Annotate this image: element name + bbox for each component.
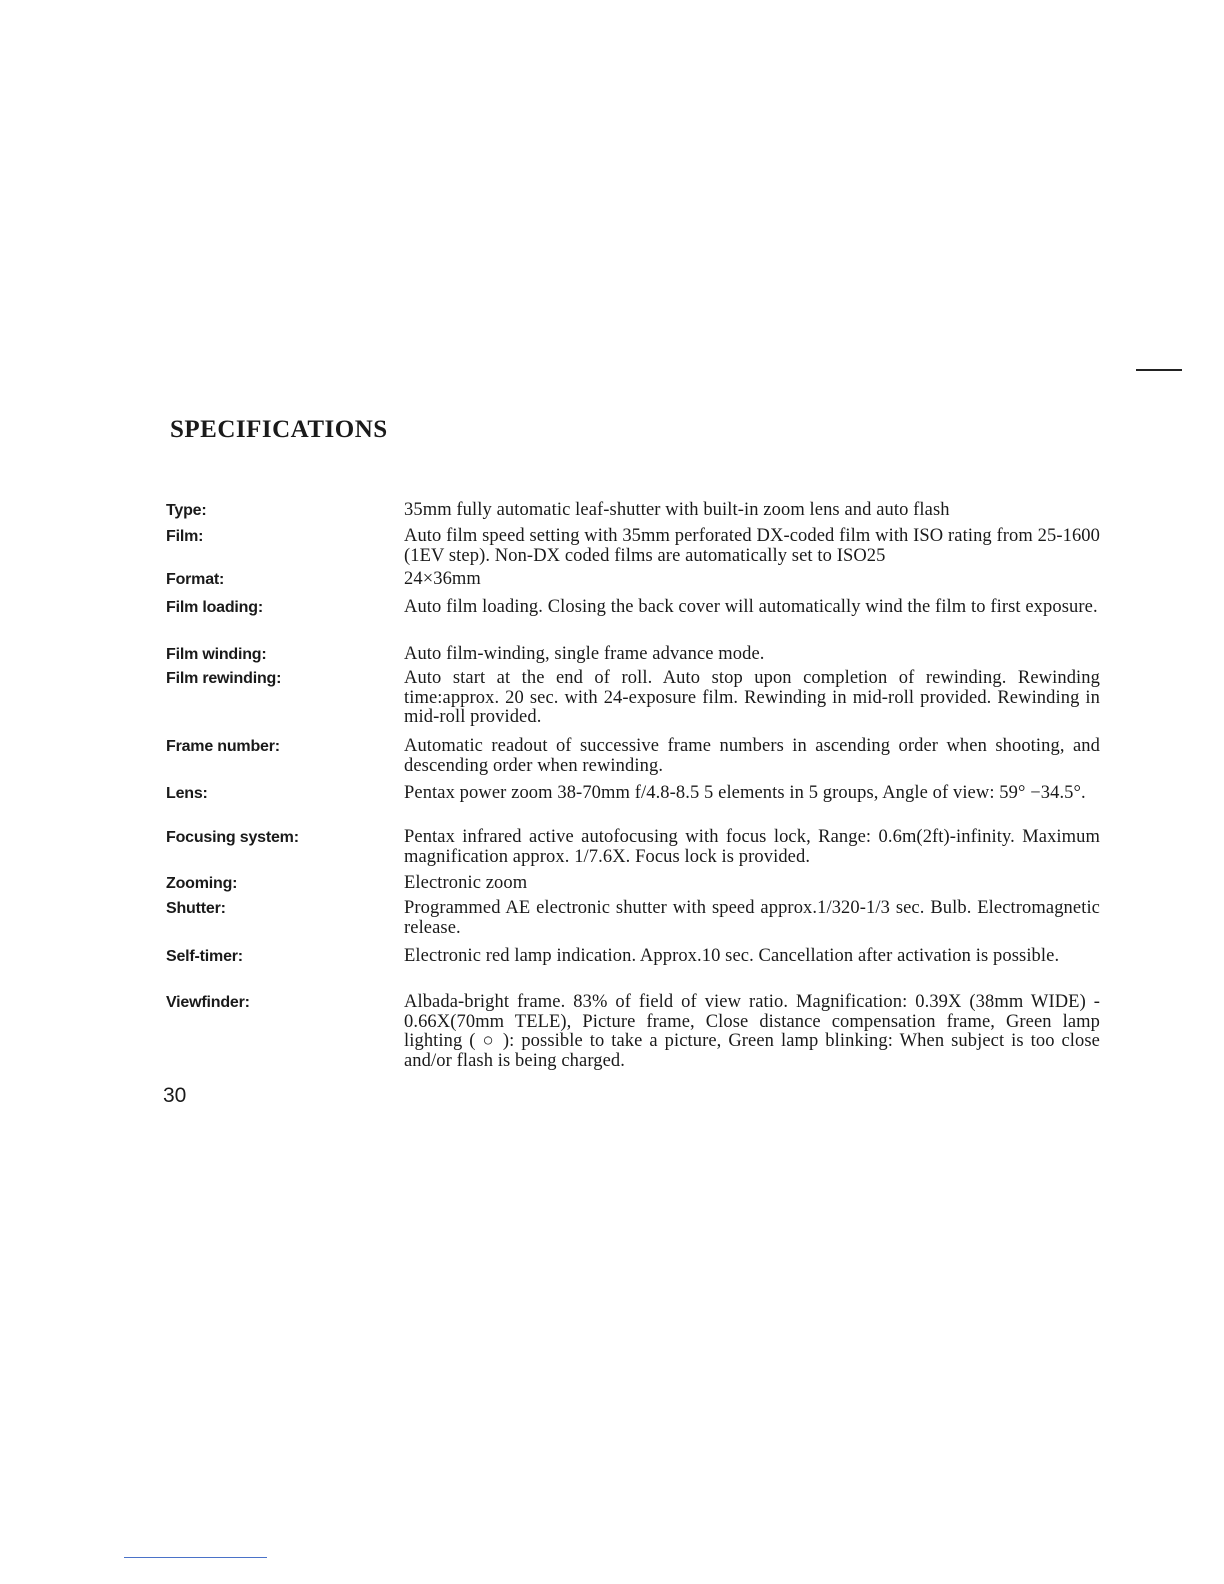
spec-label: Film:	[166, 528, 204, 545]
spec-label: Film rewinding:	[166, 670, 282, 687]
page-number: 30	[163, 1084, 187, 1107]
spec-value: Pentax infrared active autofocusing with focus lock, Range: 0.6m(2ft)-infinity. Maximum magnification approx. 1/7.6X. Focus lock is provided.	[404, 827, 1100, 867]
spec-label: Film winding:	[166, 646, 267, 663]
spec-label: Zooming:	[166, 875, 238, 892]
spec-label: Self-timer:	[166, 948, 243, 965]
spec-value: Auto film loading. Closing the back cover will automatically wind the film to first exposure.	[404, 597, 1098, 617]
spec-value: Auto film-winding, single frame advance mode.	[404, 644, 765, 664]
spec-label: Frame number:	[166, 738, 280, 755]
top-right-rule	[1136, 369, 1182, 371]
spec-value: 35mm fully automatic leaf-shutter with built-in zoom lens and auto flash	[404, 500, 950, 520]
spec-value: Electronic red lamp indication. Approx.10 sec. Cancellation after activation is possible.	[404, 946, 1060, 966]
spec-label: Lens:	[166, 785, 208, 802]
page-title: SPECIFICATIONS	[170, 416, 388, 443]
spec-label: Type:	[166, 502, 207, 519]
spec-label: Shutter:	[166, 900, 226, 917]
spec-label: Focusing system:	[166, 829, 299, 846]
bottom-left-rule	[124, 1557, 267, 1558]
spec-value: Automatic readout of successive frame numbers in ascending order when shooting, and descending order when rewinding.	[404, 736, 1100, 776]
spec-value: Programmed AE electronic shutter with speed approx.1/320-1/3 sec. Bulb. Electromagnetic release.	[404, 898, 1100, 938]
spec-value: Auto film speed setting with 35mm perforated DX-coded film with ISO rating from 25-1600 (1EV step). Non-DX coded films are automatically set to ISO25	[404, 526, 1100, 566]
spec-label: Film loading:	[166, 599, 263, 616]
spec-label: Format:	[166, 571, 225, 588]
spec-value: Electronic zoom	[404, 873, 528, 893]
spec-label: Viewfinder:	[166, 994, 250, 1011]
spec-value: Pentax power zoom 38-70mm f/4.8-8.5 5 elements in 5 groups, Angle of view: 59° −34.5°.	[404, 783, 1086, 803]
spec-value: Albada-bright frame. 83% of field of view ratio. Magnification: 0.39X (38mm WIDE) - 0.66X(70mm TELE), Picture frame, Close distance compensation frame, Green lamp lighting ( ○ ): possible to take a picture, Green lamp blinking: When subject is too close and/or flash is being charged.	[404, 992, 1100, 1071]
spec-value: Auto start at the end of roll. Auto stop upon completion of rewinding. Rewinding time:approx. 20 sec. with 24-exposure film. Rewinding in mid-roll provided. Rewinding in mid-roll provided.	[404, 668, 1100, 727]
spec-value: 24×36mm	[404, 569, 481, 589]
